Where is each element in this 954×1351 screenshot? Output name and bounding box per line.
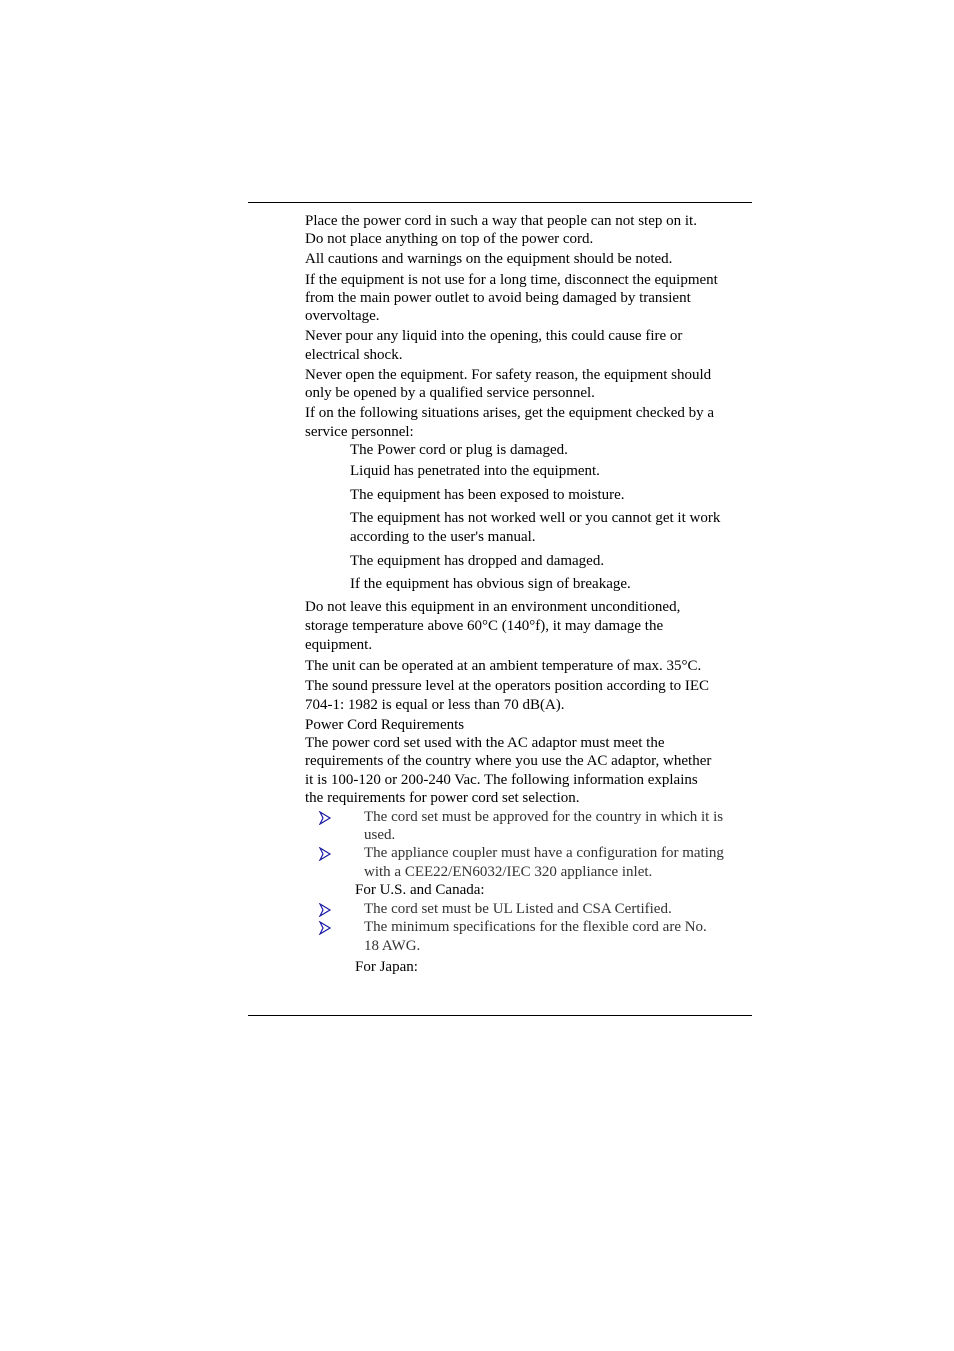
arrow-bullet-icon xyxy=(318,847,332,861)
paragraph-line: 704-1: 1982 is equal or less than 70 dB(A). xyxy=(305,697,565,713)
bullet-item: with a CEE22/EN6032/IEC 320 appliance inlet. xyxy=(364,864,653,880)
bullet-item: The minimum specifications for the flexible cord are No. xyxy=(364,919,707,935)
paragraph-line: All cautions and warnings on the equipment should be noted. xyxy=(305,251,673,267)
bullet-item: The appliance coupler must have a configuration for mating xyxy=(364,845,724,861)
paragraph-line: If on the following situations arises, get the equipment checked by a xyxy=(305,405,715,421)
paragraph-line: the requirements for power cord set selection. xyxy=(305,790,580,806)
situation-item: The equipment has dropped and damaged. xyxy=(350,553,605,569)
region-label-us-canada: For U.S. and Canada: xyxy=(355,882,485,898)
paragraph-line: The sound pressure level at the operators position according to IEC xyxy=(305,678,710,694)
paragraph-line: electrical shock. xyxy=(305,347,403,363)
situation-item: according to the user's manual. xyxy=(350,529,536,545)
section-heading: Power Cord Requirements xyxy=(305,717,465,733)
bullet-item: The cord set must be approved for the country in which it is xyxy=(364,809,724,825)
bullet-item: The cord set must be UL Listed and CSA Certified. xyxy=(364,901,672,917)
paragraph-line: The unit can be operated at an ambient temperature of max. 35°C. xyxy=(305,658,702,674)
situation-item: Liquid has penetrated into the equipment. xyxy=(350,463,600,479)
paragraph-line: If the equipment is not use for a long time, disconnect the equipment xyxy=(305,272,718,288)
situation-item: The equipment has been exposed to moisture. xyxy=(350,487,625,503)
paragraph-line: requirements of the country where you use the AC adaptor, whether xyxy=(305,753,712,769)
paragraph-line: service personnel: xyxy=(305,424,414,440)
paragraph-line: The power cord set used with the AC adaptor must meet the xyxy=(305,735,665,751)
arrow-bullet-icon xyxy=(318,921,332,935)
paragraph-line: Never pour any liquid into the opening, this could cause fire or xyxy=(305,328,683,344)
paragraph-line: only be opened by a qualified service personnel. xyxy=(305,385,595,401)
region-label-japan: For Japan: xyxy=(355,959,418,975)
paragraph-line: storage temperature above 60°C (140°f), it may damage the xyxy=(305,618,664,634)
situation-item: The Power cord or plug is damaged. xyxy=(350,442,568,458)
situation-item: If the equipment has obvious sign of breakage. xyxy=(350,576,631,592)
paragraph-line: Never open the equipment. For safety reason, the equipment should xyxy=(305,367,712,383)
paragraph-line: equipment. xyxy=(305,637,373,653)
arrow-bullet-icon xyxy=(318,811,332,825)
paragraph-line: from the main power outlet to avoid being damaged by transient xyxy=(305,290,691,306)
arrow-bullet-icon xyxy=(318,903,332,917)
paragraph-line: Do not leave this equipment in an environment unconditioned, xyxy=(305,599,681,615)
situation-item: The equipment has not worked well or you cannot get it work xyxy=(350,510,721,526)
paragraph-line: Do not place anything on top of the power cord. xyxy=(305,231,594,247)
paragraph-line: Place the power cord in such a way that people can not step on it. xyxy=(305,213,697,229)
paragraph-line: overvoltage. xyxy=(305,308,380,324)
bullet-item: used. xyxy=(364,827,396,843)
header-rule xyxy=(248,202,752,203)
paragraph-line: it is 100-120 or 200-240 Vac. The following information explains xyxy=(305,772,698,788)
footer-rule xyxy=(248,1015,752,1016)
bullet-item: 18 AWG. xyxy=(364,938,421,954)
